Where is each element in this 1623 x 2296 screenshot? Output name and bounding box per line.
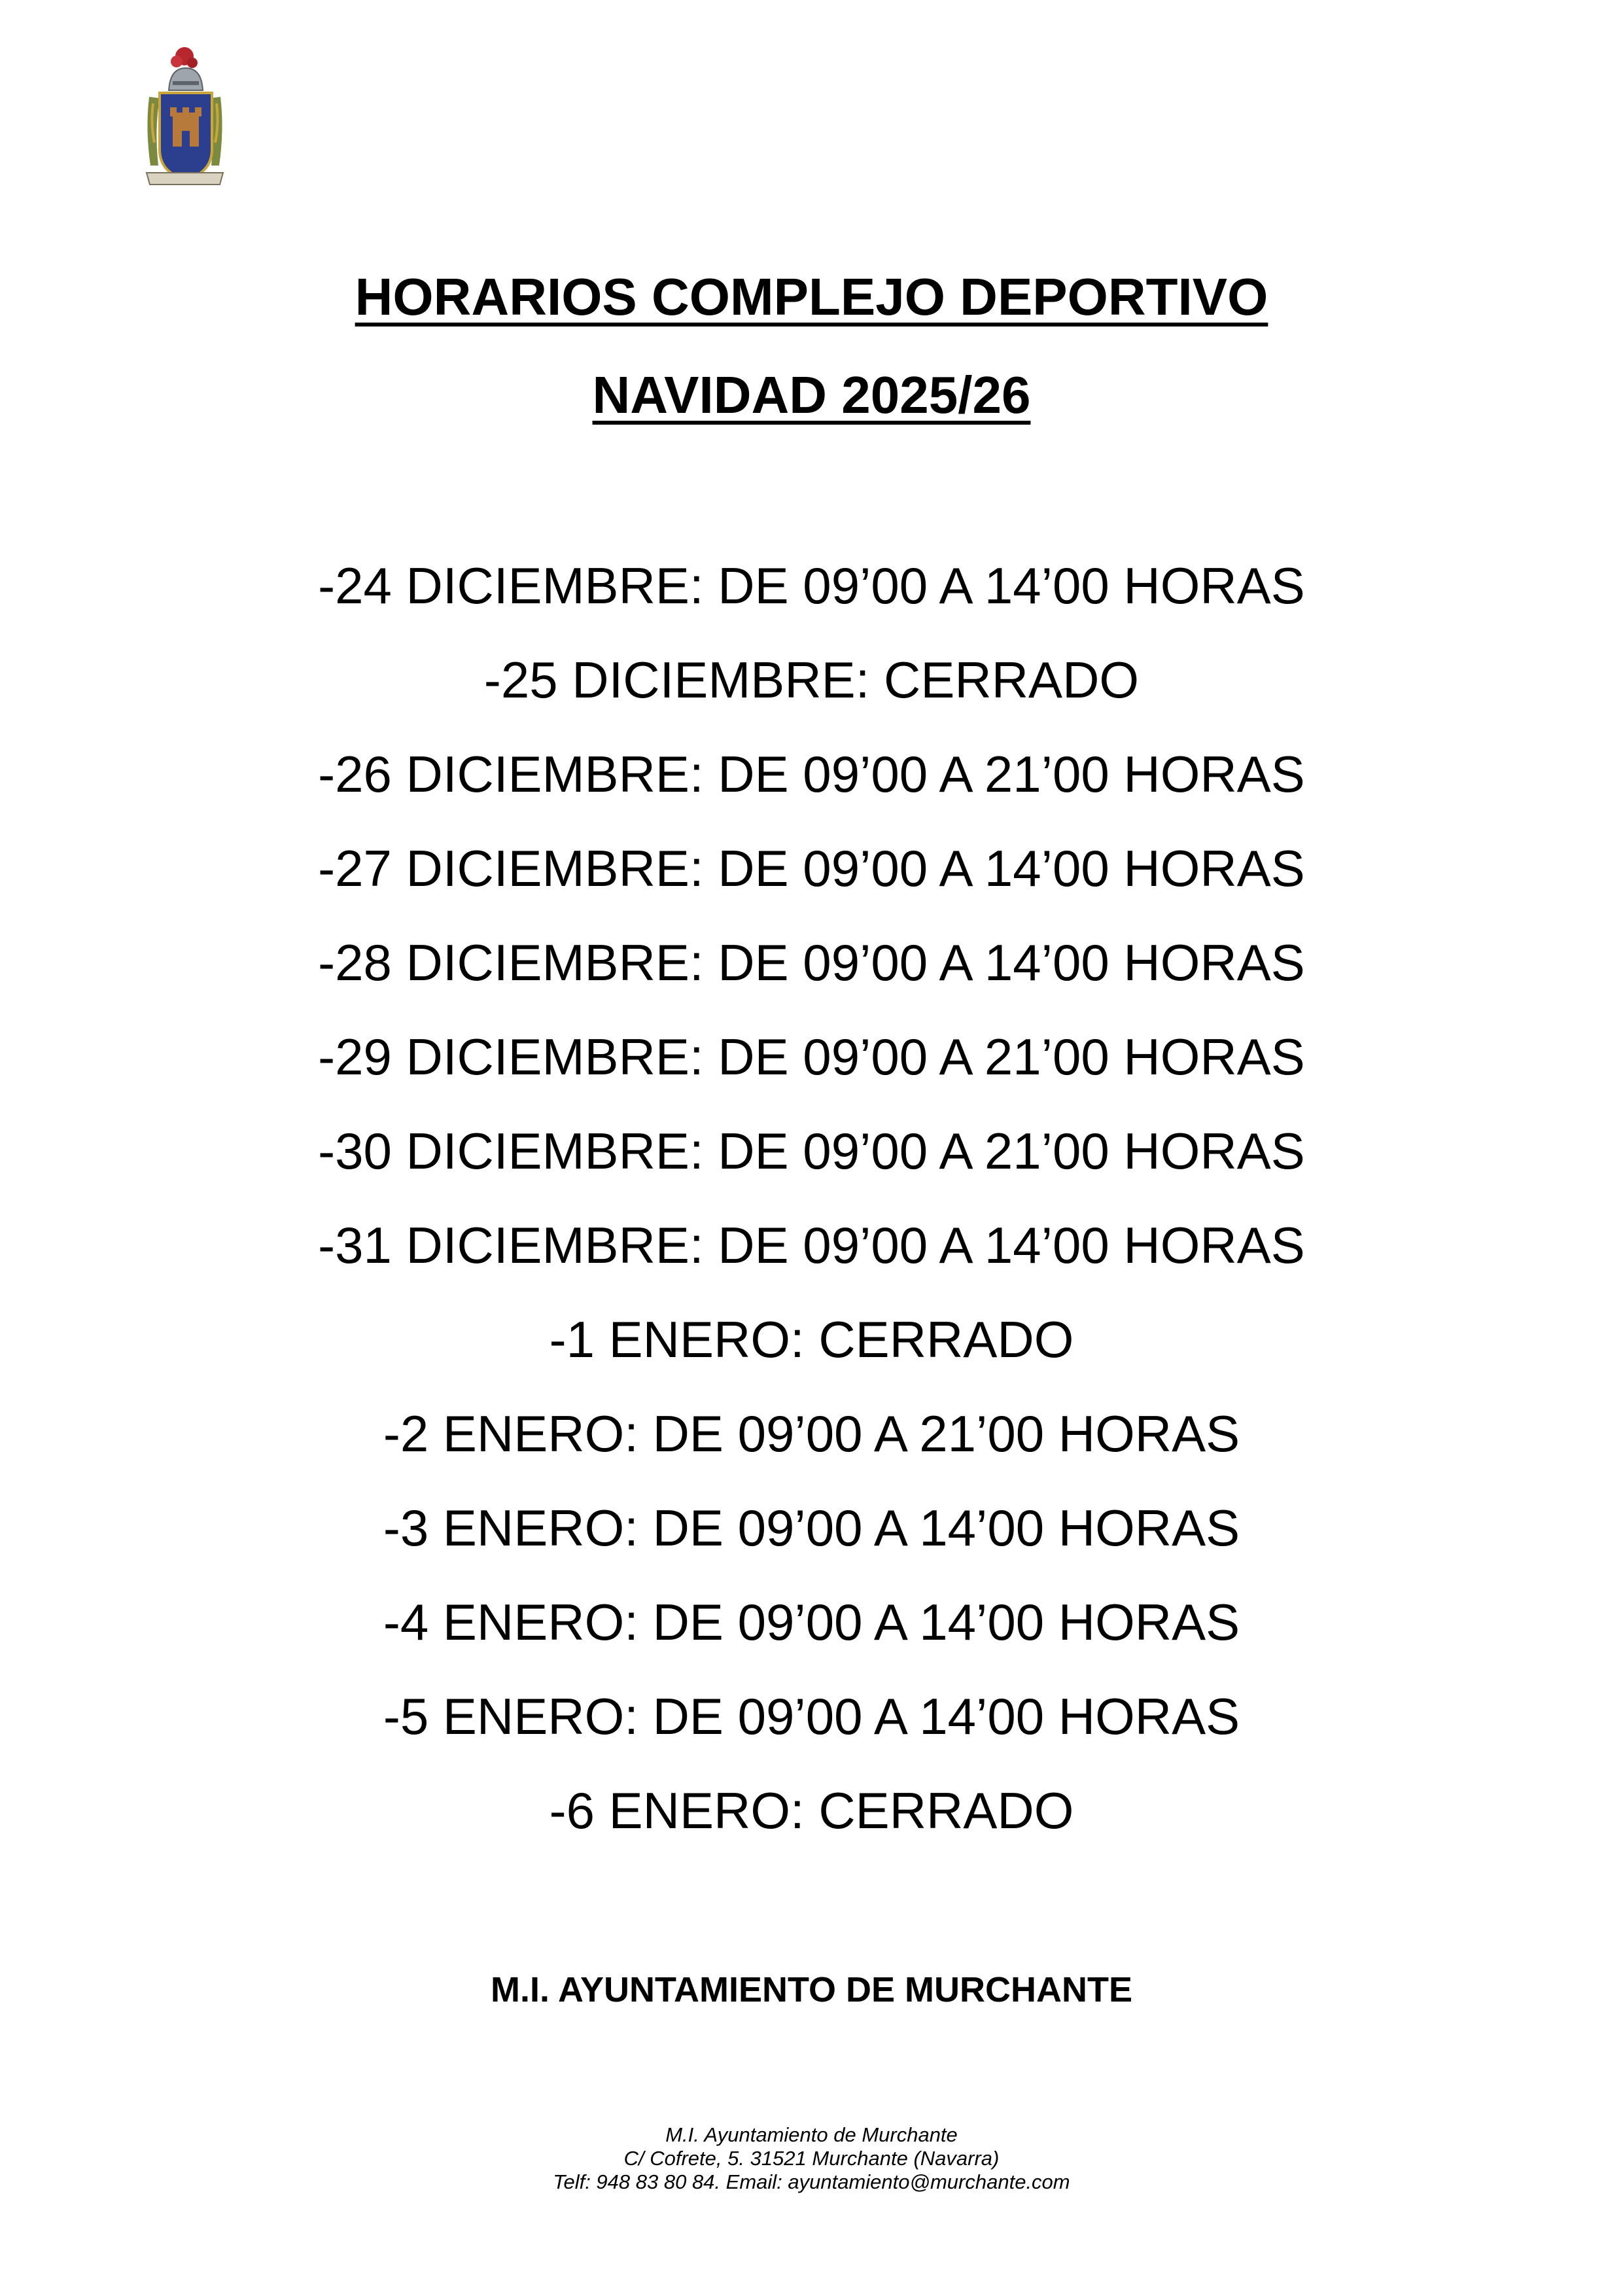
schedule-item: -27 DICIEMBRE: DE 09’00 A 14’00 HORAS (318, 839, 1305, 897)
schedule-item: -3 ENERO: DE 09’00 A 14’00 HORAS (383, 1499, 1240, 1557)
schedule-item: -5 ENERO: DE 09’00 A 14’00 HORAS (383, 1687, 1240, 1745)
schedule-item: -24 DICIEMBRE: DE 09’00 A 14’00 HORAS (318, 557, 1305, 614)
schedule-item: -4 ENERO: DE 09’00 A 14’00 HORAS (383, 1593, 1240, 1651)
schedule-item: -25 DICIEMBRE: CERRADO (483, 651, 1140, 709)
schedule-item: -2 ENERO: DE 09’00 A 21’00 HORAS (383, 1405, 1240, 1462)
schedule-list (0, 553, 1623, 1872)
schedule-item: -26 DICIEMBRE: DE 09’00 A 21’00 HORAS (318, 745, 1305, 803)
schedule-item: -28 DICIEMBRE: DE 09’00 A 14’00 HORAS (318, 934, 1305, 991)
document-title: HORARIOS COMPLEJO DEPORTIVO (355, 268, 1268, 326)
schedule-item: -6 ENERO: CERRADO (549, 1782, 1074, 1839)
footer-contact: Telf: 948 83 80 84. Email: ayuntamiento@murchante.com (553, 2170, 1070, 2193)
schedule-item: -29 DICIEMBRE: DE 09’00 A 21’00 HORAS (318, 1028, 1305, 1086)
footer (0, 2123, 1623, 2194)
document-subtitle: NAVIDAD 2025/26 (592, 366, 1031, 424)
footer-address: C/ Cofrete, 5. 31521 Murchante (Navarra) (623, 2147, 1000, 2170)
schedule-item: -31 DICIEMBRE: DE 09’00 A 14’00 HORAS (318, 1216, 1305, 1274)
signature: M.I. AYUNTAMIENTO DE MURCHANTE (490, 1970, 1133, 2009)
footer-name: M.I. Ayuntamiento de Murchante (665, 2123, 958, 2146)
schedule-item: -30 DICIEMBRE: DE 09’00 A 21’00 HORAS (318, 1122, 1305, 1180)
coat-of-arms-icon (144, 44, 226, 190)
schedule-item: -1 ENERO: CERRADO (549, 1311, 1074, 1368)
